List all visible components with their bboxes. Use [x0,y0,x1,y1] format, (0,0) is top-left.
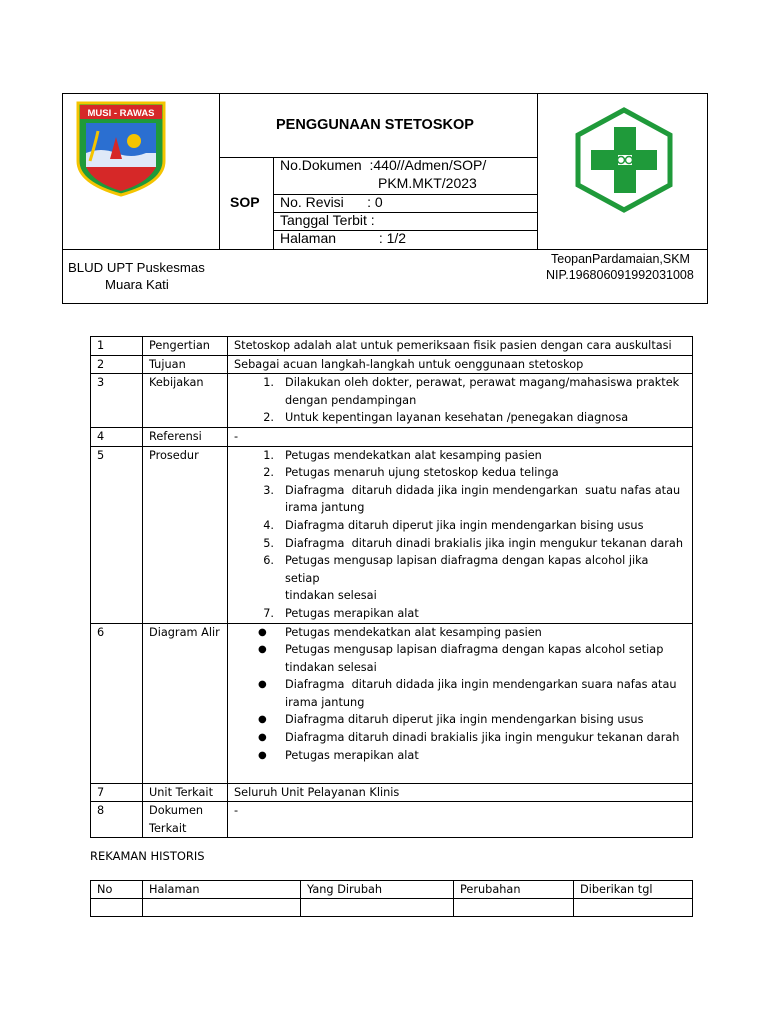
list-item: ● Petugas mengusap lapisan diafragma dengan kapas alcohol setiap tindakan selesai [258,643,664,674]
column-header: No [91,881,143,899]
table-row [91,802,693,838]
musi-rawas-logo [76,101,166,197]
list-item: ● Diafragma ditaruh diperut jika ingin mendengarkan bising usus [234,711,686,729]
row-label: Prosedur [143,446,228,623]
row-number: 1 [91,337,143,356]
row-number: 7 [91,783,143,802]
column-header: Diberikan tgl [574,881,693,899]
history-title: REKAMAN HISTORIS [90,849,205,863]
column-header: Yang Dirubah [301,881,454,899]
list-item: 4. Diafragma ditaruh diperut jika ingin mendengarkan bising usus [263,518,644,532]
row-content [228,446,693,623]
history-table [90,880,693,917]
table-row [91,783,693,802]
row-number: 3 [91,374,143,428]
row-label: Pengertian [143,337,228,356]
table-row [91,446,693,623]
row-label: Diagram Alir [143,623,228,783]
signer-name: TeopanPardamaian,SKM [551,252,690,266]
list-item: ● Diafragma ditaruh didada jika ingin mendengarkan suara nafas atau irama jantung [258,678,677,709]
list-item: 3. Diafragma ditaruh didada jika ingin mendengarkan suatu nafas atau irama jantung [263,483,681,515]
row-label: Tujuan [143,355,228,374]
org-name-line1: BLUD UPT Puskesmas [68,260,205,275]
row-content [228,623,693,783]
list-item: ● Diafragma ditaruh dinadi brakialis jika ingin mengukur tekanan darah [234,729,686,747]
table-row [91,374,693,428]
row-content: Seluruh Unit Pelayanan Klinis [228,783,693,802]
row-number: 6 [91,623,143,783]
signer-nip: NIP.196806091992031008 [546,268,694,282]
row-content: Sebagai acuan langkah-langkah untuk oenggunaan stetoskop [228,355,693,374]
org-name-line2: Muara Kati [105,277,169,292]
list-item: 5. Diafragma ditaruh dinadi brakialis jika ingin mengukur tekanan darah [263,536,684,550]
list-item: 7. Petugas merapikan alat [263,606,419,620]
list-item: ● Petugas mendekatkan alat kesamping pasien [234,624,686,642]
column-header: Halaman [143,881,301,899]
doc-page: Halaman : 1/2 [280,230,407,246]
row-content [228,374,693,428]
table-row [91,355,693,374]
row-content: Stetoskop adalah alat untuk pemeriksaan fisik pasien dengan cara auskultasi [228,337,693,356]
row-content: - [228,802,693,838]
bullet-icon: ● [258,732,267,744]
sop-title: PENGGUNAAN STETOSKOP [276,117,474,133]
row-label: Kebijakan [143,374,228,428]
sop-content-table [90,336,693,838]
puskesmas-logo [574,107,674,213]
row-label: Unit Terkait [143,783,228,802]
table-row [91,427,693,446]
doc-number: No.Dokumen :440//Admen/SOP/ [280,157,487,173]
row-number: 2 [91,355,143,374]
column-header: Perubahan [454,881,574,899]
logo-banner-text: MUSI - RAWAS [87,108,155,119]
row-number: 8 [91,802,143,838]
row-content: - [228,427,693,446]
sop-label: SOP [230,194,260,210]
table-row [91,899,693,917]
bullet-icon: ● [258,644,267,656]
row-label: Referensi [143,427,228,446]
bullet-icon: ● [258,714,267,726]
list-item: ● Petugas merapikan alat [234,747,686,765]
table-row [91,337,693,356]
bullet-icon: ● [258,626,267,638]
table-header-row [91,881,693,899]
list-item: 2. Petugas menaruh ujung stetoskop kedua telinga [263,466,559,480]
bullet-icon: ● [258,749,267,761]
list-item: 1. Dilakukan oleh dokter, perawat, perawat magang/mahasiswa praktek dengan pendampingan [263,376,680,407]
table-row [91,623,693,783]
doc-revision: No. Revisi : 0 [280,194,383,210]
row-number: 4 [91,427,143,446]
bullet-icon: ● [258,679,267,691]
list-item: 6. Petugas mengusap lapisan diafragma dengan kapas alcohol jika setiap tindakan selesai [263,554,649,603]
doc-issue-date: Tanggal Terbit : [280,212,375,228]
list-item: 1. Petugas mendekatkan alat kesamping pasien [263,448,542,462]
doc-number-cont: PKM.MKT/2023 [378,175,477,191]
list-item: 2. Untuk kepentingan layanan kesehatan /penegakan diagnosa [263,411,629,425]
row-label: Dokumen Terkait [143,802,228,838]
row-number: 5 [91,446,143,623]
